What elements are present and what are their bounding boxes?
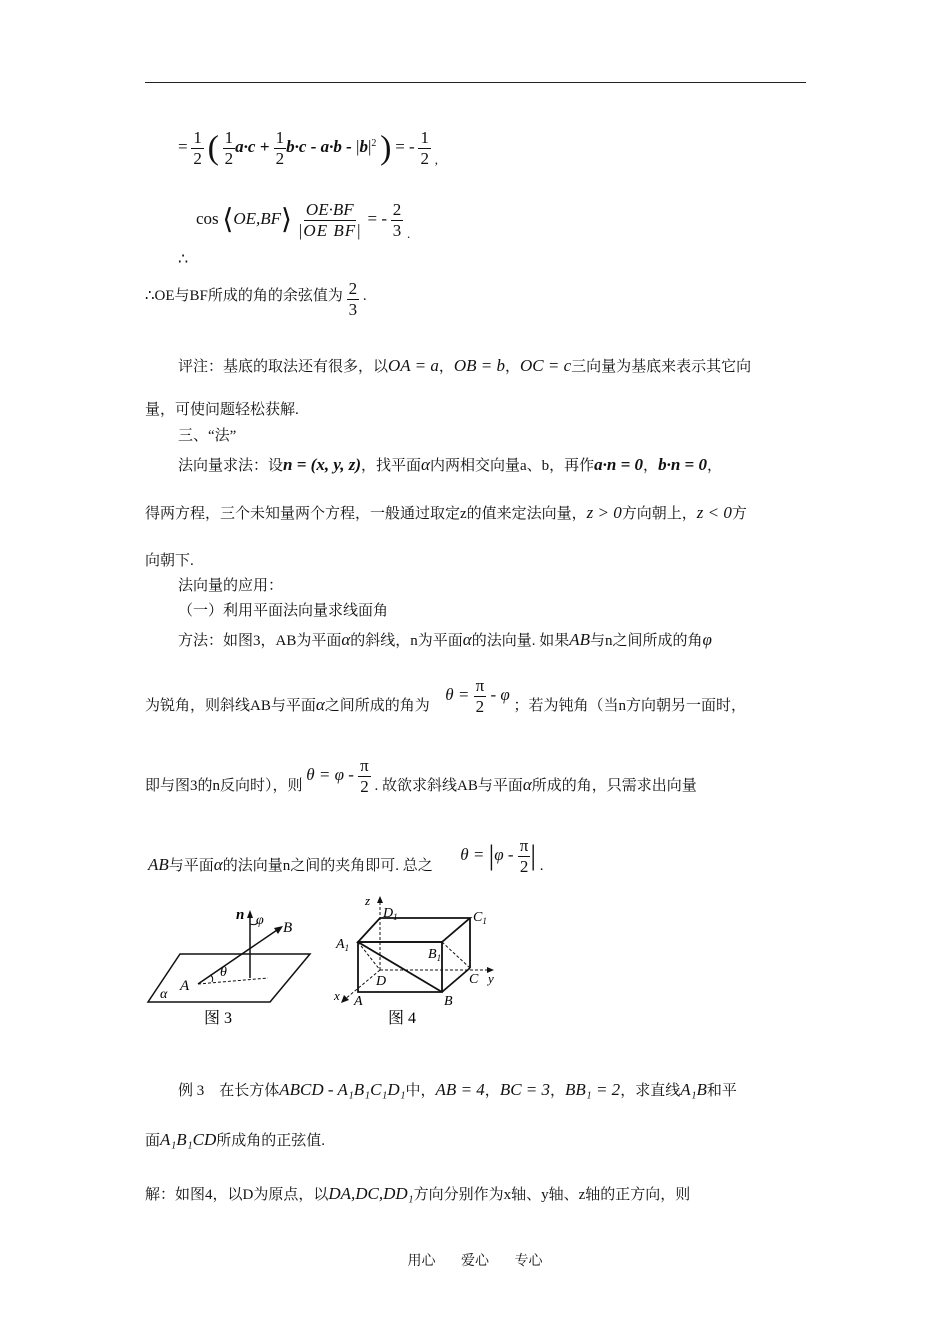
label-z: z xyxy=(365,893,371,908)
label-alpha: α xyxy=(160,987,168,1002)
footer-item: 用心 xyxy=(407,1254,436,1269)
cos-result-line: ∴OE与BF所成的角的余弦值为 $\frac{2}{3}$ . xyxy=(145,279,367,319)
label-A1: $A_1$ xyxy=(336,937,350,953)
method-line-2: 为锐角，则斜线AB与平面α之间所成的角为 θ = $\frac{\pi}{2}$ - φ ；若为钝角（当n方向朝另一面时， xyxy=(145,676,747,716)
label-theta: θ xyxy=(220,965,227,980)
caption-fig3: 图 3 xyxy=(204,1010,233,1027)
label-C1: $C_1$ xyxy=(473,910,487,926)
cos-fraction: $\frac{OE\cdot BF}{\text{|OE BF|}}$ xyxy=(297,200,362,240)
label-D1: $D_1$ xyxy=(383,906,398,922)
method-line-3: 即与图3的n反向时），则 θ = φ - $\frac{\pi}{2}$ . 故欲求斜线AB与平面α所成的角，只需求出向量 xyxy=(145,756,697,796)
equation-1: = $\frac{1}{2}$ ( $\frac{1}{2}$ a·c + $\frac{1}{2}$ $b\cdot c - a\cdot b - |b|^2$ ) = - $\frac{1}{2}$ , xyxy=(178,128,438,168)
footer xyxy=(0,1250,950,1270)
label-B: B xyxy=(283,920,293,936)
top-face xyxy=(358,918,470,942)
fraction: $\frac{1}{2}$ xyxy=(193,128,202,168)
solution-line-1: 解：如图4，以D为原点，以DA,DC,DD₁方向分别作为x轴、y轴、z轴的正方向，则 xyxy=(145,1184,691,1203)
subsection-1-title: （一）利用平面法向量求线面角 xyxy=(178,603,389,619)
label-C: C xyxy=(469,972,479,987)
footer-item: 爱心 xyxy=(461,1254,489,1269)
method-line-4: AB与平面α的法向量n之间的夹角即可. 总之 θ = |φ - $\frac{\pi}{2}$ | . xyxy=(148,836,544,876)
comment-line-1: 评注：基底的取法还有很多，以OA = a，OB = b，OC = c三向量为基底来表示其它向 xyxy=(178,356,752,375)
section-3-title: 三、“法” xyxy=(178,428,237,444)
label-B1: $B_1$ xyxy=(428,947,442,963)
label-A: A xyxy=(180,978,190,994)
label-B: B xyxy=(444,994,453,1009)
normal-method-line-2: 得两方程，三个未知量两个方程，一般通过取定z的值来定法向量，z > 0方向朝上，z < 0方 xyxy=(145,503,747,522)
plane-alpha xyxy=(148,954,310,1002)
projection-line xyxy=(198,978,268,984)
label-y: y xyxy=(488,971,494,986)
label-phi: φ xyxy=(256,913,264,928)
caption-fig4: 图 4 xyxy=(388,1010,417,1027)
normal-method-line-1: 法向量求法：设n = (x, y, z)，找平面α内两相交向量a、b，再作a·n = 0，b·n = 0， xyxy=(178,455,722,474)
application-title: 法向量的应用： xyxy=(178,578,284,594)
AB-arrowhead xyxy=(274,926,283,934)
label-D: D xyxy=(376,974,387,989)
therefore-symbol: ∴ xyxy=(178,251,189,268)
normal-arrowhead xyxy=(247,910,253,918)
comment-line-2: 量，可使问题轻松获解. xyxy=(145,402,299,418)
equation-2: cos ⟨OE,BF⟩ $\frac{OE\cdot BF}{\text{|OE BF|}}$ = - $\frac{2}{3}$ . xyxy=(196,200,411,241)
header-rule xyxy=(145,82,806,83)
label-n: n xyxy=(236,907,245,923)
figure-3 xyxy=(140,898,320,1033)
normal-method-line-3: 向朝下. xyxy=(145,553,194,569)
figure-4 xyxy=(330,890,510,1035)
method-line-1: 方法：如图3，AB为平面α的斜线，n为平面α的法向量. 如果AB与n之间所成的角φ xyxy=(178,630,712,649)
label-x: x xyxy=(334,988,340,1003)
example-3-line-2: 面A₁B₁CD所成角的正弦值. xyxy=(145,1130,325,1149)
example-3-line-1: 例 3 在长方体ABCD - A₁B₁C₁D₁中，AB = 4，BC = 3，BB₁ = 2，求直线A₁B和平 xyxy=(178,1080,737,1099)
label-A: A xyxy=(354,994,363,1009)
footer-item: 专心 xyxy=(514,1254,543,1269)
